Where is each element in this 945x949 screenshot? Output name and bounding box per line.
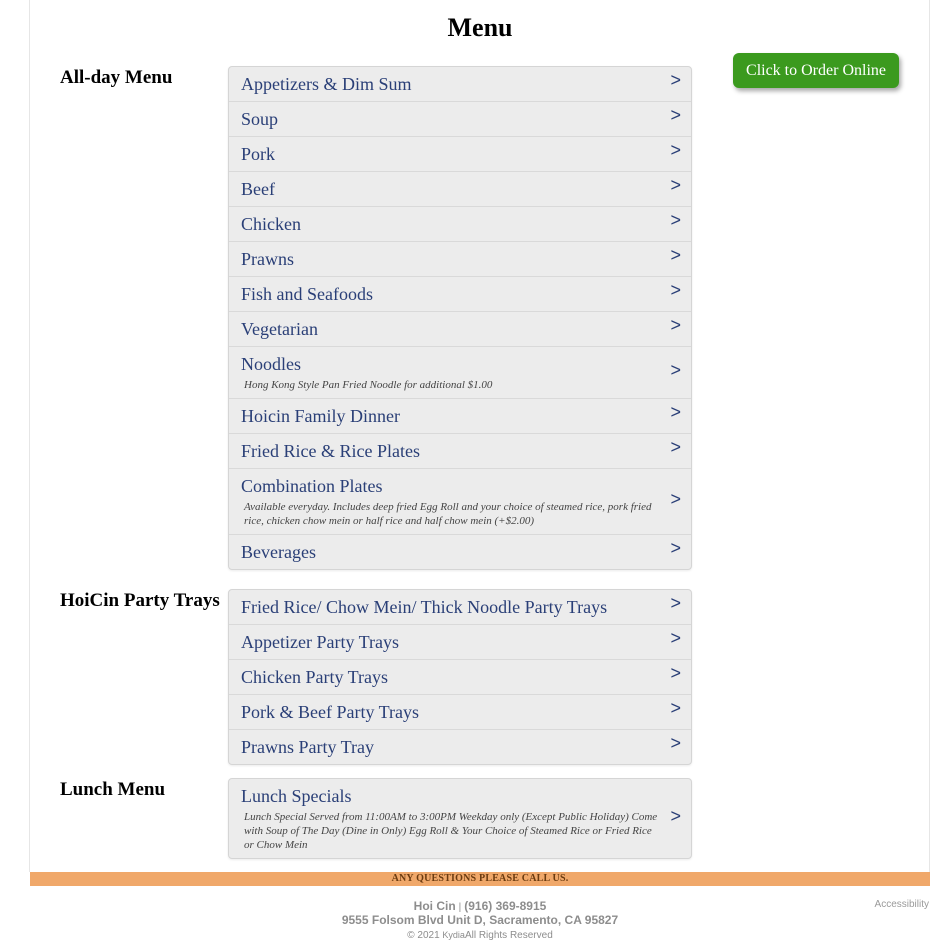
chevron-right-icon: > (670, 663, 681, 683)
menu-item-allday-2[interactable] (229, 137, 691, 172)
menu-item-lunch-0[interactable] (229, 779, 691, 858)
chevron-right-icon: > (670, 489, 681, 509)
footer-business-name: Hoi Cin (413, 899, 456, 913)
menu-item-allday-4[interactable] (229, 207, 691, 242)
menu-box-allday (228, 66, 692, 570)
menu-item-title: Prawns Party Tray (241, 737, 375, 757)
kydia-link[interactable]: Kydia (442, 930, 465, 940)
menu-item-title: Combination Plates (241, 476, 383, 496)
chevron-right-icon: > (670, 698, 681, 718)
menu-item-description: Available everyday. Includes deep fried Egg Roll and your choice of steamed rice, pork fried rice, chicken chow mein or half rice and half chow mein (+$2.00) (244, 501, 652, 527)
menu-item-allday-5[interactable] (229, 242, 691, 277)
menu-item-allday-7[interactable] (229, 312, 691, 347)
chevron-right-icon: > (670, 360, 681, 380)
chevron-right-icon: > (670, 402, 681, 422)
chevron-right-icon: > (670, 733, 681, 753)
accessibility-link[interactable]: Accessibility (874, 899, 929, 910)
menu-item-party-2[interactable] (229, 660, 691, 695)
footer-notice-bar: ANY QUESTIONS PLEASE CALL US. (30, 872, 930, 886)
menu-item-title: Prawns (241, 249, 294, 269)
menu-item-allday-12[interactable] (229, 535, 691, 569)
footer-address: 9555 Folsom Blvd Unit D, Sacramento, CA 95827 (341, 913, 619, 927)
copyright-rights: All Rights Reserved (464, 930, 553, 941)
menu-item-title: Appetizer Party Trays (241, 632, 399, 652)
menu-item-title: Fried Rice/ Chow Mein/ Thick Noodle Party Trays (241, 597, 608, 617)
chevron-right-icon: > (670, 538, 681, 558)
menu-item-title: Fried Rice & Rice Plates (241, 441, 420, 461)
menu-item-title: Lunch Specials (241, 786, 352, 806)
footer-separator: | (458, 902, 462, 913)
menu-item-description: Hong Kong Style Pan Fried Noodle for additional $1.00 (244, 379, 493, 391)
chevron-right-icon: > (670, 70, 681, 90)
menu-item-party-4[interactable] (229, 730, 691, 764)
menu-item-allday-6[interactable] (229, 277, 691, 312)
menu-item-party-1[interactable] (229, 625, 691, 660)
menu-item-allday-0[interactable] (229, 67, 691, 102)
menu-item-title: Appetizers & Dim Sum (241, 74, 412, 94)
chevron-right-icon: > (670, 175, 681, 195)
chevron-right-icon: > (670, 593, 681, 613)
menu-item-allday-11[interactable] (229, 469, 691, 535)
chevron-right-icon: > (670, 437, 681, 457)
chevron-right-icon: > (670, 628, 681, 648)
menu-item-title: Beverages (241, 542, 316, 562)
menu-item-title: Beef (241, 179, 275, 199)
menu-item-allday-9[interactable] (229, 399, 691, 434)
section-label-party-trays: HoiCin Party Trays (60, 590, 220, 611)
menu-box-lunch (228, 778, 692, 859)
menu-item-party-0[interactable] (229, 590, 691, 625)
menu-item-description: Lunch Special Served from 11:00AM to 3:00PM Weekday only (Except Public Holiday) Come with Soup of The Day (Dine in Only) Egg Roll & Your Choice of Steamed Rice or Fried Rice or Chow Mein (244, 811, 658, 851)
section-label-lunch: Lunch Menu (60, 779, 166, 800)
menu-item-allday-10[interactable] (229, 434, 691, 469)
footer-phone-link[interactable]: (916) 369-8915 (464, 899, 547, 913)
menu-box-party-trays (228, 589, 692, 765)
chevron-right-icon: > (670, 245, 681, 265)
order-online-button[interactable]: Click to Order Online (733, 53, 899, 88)
chevron-right-icon: > (670, 140, 681, 160)
chevron-right-icon: > (670, 805, 681, 826)
menu-item-title: Noodles (241, 354, 301, 374)
menu-item-allday-8[interactable] (229, 347, 691, 399)
chevron-right-icon: > (670, 105, 681, 125)
chevron-right-icon: > (670, 280, 681, 300)
menu-item-title: Pork & Beef Party Trays (241, 702, 420, 722)
footer-copyright (30, 930, 930, 941)
menu-item-title: Chicken (241, 214, 301, 234)
menu-item-allday-3[interactable] (229, 172, 691, 207)
chevron-right-icon: > (670, 315, 681, 335)
menu-item-allday-1[interactable] (229, 102, 691, 137)
menu-item-title: Chicken Party Trays (241, 667, 389, 687)
menu-item-title: Hoicin Family Dinner (241, 406, 400, 426)
chevron-right-icon: > (670, 210, 681, 230)
menu-item-title: Pork (241, 144, 276, 164)
footer-contact (30, 899, 930, 913)
menu-item-title: Vegetarian (241, 319, 318, 339)
copyright-prefix: © 2021 (407, 930, 440, 941)
menu-item-title: Fish and Seafoods (241, 284, 373, 304)
menu-item-party-3[interactable] (229, 695, 691, 730)
section-label-allday: All-day Menu (60, 67, 173, 88)
menu-item-title: Soup (241, 109, 279, 129)
page-title: Menu (447, 13, 513, 42)
